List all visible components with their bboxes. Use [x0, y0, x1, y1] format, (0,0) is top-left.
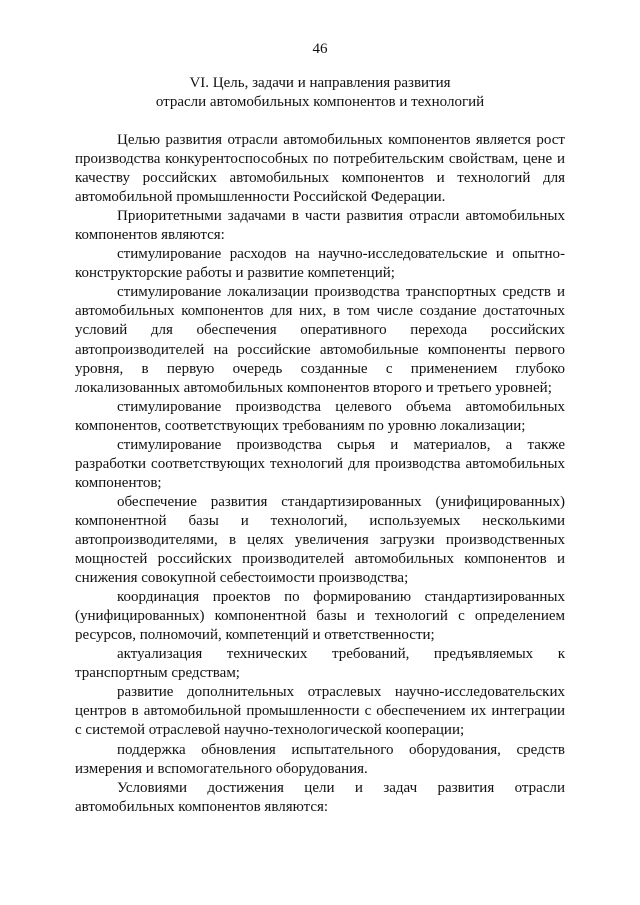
section-heading-line-2: отрасли автомобильных компонентов и технологий [155, 94, 485, 110]
list-item-standardization: обеспечение развития стандартизированных (унифицированных) компонентной базы и технологий, используемых несколькими автопроизводителями, в целях увеличения загрузки производственных мощностей российских производителей автомобильных компонентов и снижения совокупной себестоимости производства; [75, 493, 565, 587]
paragraph-conditions: Условиями достижения цели и задач развития отрасли автомобильных компонентов являются: [75, 779, 565, 815]
list-item-rd-spending: стимулирование расходов на научно-исследовательские и опытно-конструкторские работы и развитие компетенций; [75, 246, 565, 282]
section-heading [60, 74, 580, 112]
paragraph-goal: Целью развития отрасли автомобильных компонентов является рост производства конкурентоспособных по потребительским свойствам, цене и качеству российских автомобильных компонентов и технологий для автомобильной промышленности Российской Федерации. [75, 132, 565, 206]
paragraph-priority-tasks: Приоритетными задачами в части развития отрасли автомобильных компонентов являются: [75, 208, 565, 244]
list-item-research-centers: развитие дополнительных отраслевых научно-исследовательских центров в автомобильной промышленности с обеспечением их интеграции с системой отраслевой научно-технологической кооперации; [75, 684, 565, 739]
list-item-raw-materials: стимулирование производства сырья и материалов, а также разработки соответствующих технологий для производства автомобильных компонентов; [75, 436, 565, 491]
document-body [75, 131, 565, 817]
section-heading-line-1: VI. Цель, задачи и направления развития [189, 75, 451, 91]
list-item-target-volume: стимулирование производства целевого объема автомобильных компонентов, соответствующих требованиям по уровню локализации; [75, 398, 565, 434]
page-number: 46 [312, 41, 328, 57]
list-item-technical-requirements: актуализация технических требований, предъявляемых к транспортным средствам; [75, 646, 565, 682]
list-item-equipment-upgrade: поддержка обновления испытательного оборудования, средств измерения и вспомогательного оборудования. [75, 741, 565, 777]
list-item-localization: стимулирование локализации производства транспортных средств и автомобильных компонентов для них, в том числе создание достаточных условий для обеспечения оперативного перехода российских автопроизводителей на российские автомобильные компоненты первого уровня, в первую очередь созданные с применением глубоко локализованных автомобильных компонентов второго и третьего уровней; [75, 284, 565, 396]
list-item-coordination: координация проектов по формированию стандартизированных (унифицированных) компонентной базы и технологий с определением ресурсов, полномочий, компетенций и ответственности; [75, 589, 565, 644]
